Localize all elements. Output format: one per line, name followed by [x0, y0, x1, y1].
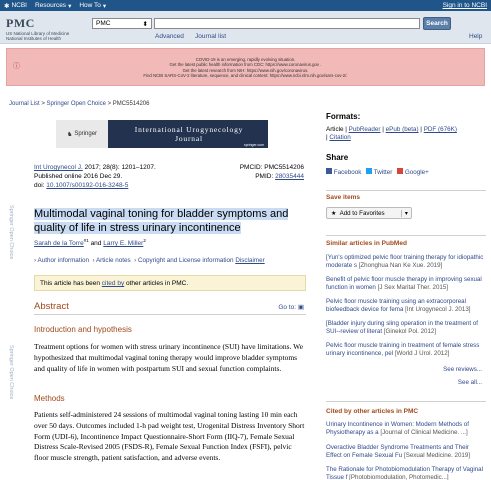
- disclaimer-link[interactable]: Disclaimer: [235, 257, 265, 264]
- format-pubreader[interactable]: PubReader: [348, 126, 381, 133]
- author-separator: and: [88, 240, 104, 248]
- chevron-down-icon: ▣: [297, 304, 304, 311]
- goto-label: Go to:: [278, 304, 297, 311]
- cited-article-meta: [Journal of Clinical Medicine. ...]: [380, 428, 468, 436]
- facebook-icon: [326, 168, 332, 174]
- covid-line: Find NCBI SARS-CoV-2 literature, sequence, and clinical content: https://www.ncbi.nlm.nih.gov/sars-cov-2/.: [143, 72, 348, 78]
- pmcid-label: PMCID: PMC5514206: [239, 164, 304, 171]
- pmid-link[interactable]: 28035444: [275, 173, 304, 180]
- article-title-text: Multimodal vaginal toning for bladder symptoms and quality of life in stress urinary incontinence: [34, 208, 289, 234]
- ncbi-top-bar: [0, 0, 491, 11]
- publisher-name: Springer: [74, 131, 98, 137]
- help-link[interactable]: Help: [469, 33, 483, 40]
- cited-article-meta: [Sexual Medicine. 2019]: [403, 451, 471, 459]
- similar-article-item[interactable]: [326, 254, 486, 269]
- cited-article-title[interactable]: The Rationale for Photobiomodulation Therapy of Vaginal Tissue f: [326, 466, 483, 480]
- covid-line: COVID-19 is an emerging, rapidly evolving situation.: [195, 57, 296, 62]
- cited-notice-text: other articles in PMC.: [124, 280, 189, 287]
- pmc-ids: [234, 163, 304, 181]
- pmc-logo[interactable]: [6, 16, 86, 41]
- format-article[interactable]: Article: [326, 126, 344, 133]
- divider: [326, 235, 486, 236]
- format-epub[interactable]: ePub (beta): [385, 126, 419, 133]
- ncbi-label: NCBI: [11, 2, 27, 9]
- chevron-right-icon: ›: [34, 257, 37, 264]
- journal-banner[interactable]: [56, 120, 268, 148]
- copyright-link[interactable]: Copyright and License information: [138, 257, 234, 264]
- covid-line: Get the latest research from NIH: https://www.nih.gov/coronavirus.: [182, 67, 309, 73]
- twitter-link[interactable]: Twitter: [373, 169, 393, 176]
- facebook-link[interactable]: Facebook: [333, 169, 362, 176]
- see-all-link[interactable]: [458, 379, 482, 386]
- similar-article-title[interactable]: Pelvic floor muscle training in treatment of female stress urinary incontinence, pel: [326, 342, 480, 357]
- add-favorites-button[interactable]: [326, 207, 412, 219]
- similar-article-item[interactable]: [326, 298, 486, 313]
- similar-article-meta: [Zhonghua Nan Ke Xue. 2019]: [358, 261, 443, 269]
- similar-article-title[interactable]: [Bladder injury during sling operation in the treatment of SUI--review of literat: [326, 320, 479, 335]
- format-citation[interactable]: Citation: [329, 134, 351, 141]
- cited-article-item[interactable]: [326, 466, 486, 480]
- author-list: [34, 238, 146, 247]
- cited-article-item[interactable]: [326, 444, 486, 459]
- chevron-right-icon: ›: [132, 257, 137, 264]
- see-reviews-label[interactable]: See reviews...: [443, 366, 482, 373]
- cited-article-title[interactable]: Urinary Incontinence in Women: Modern Methods of Physiotherapy as a: [326, 421, 469, 436]
- pmid-prefix: PMID:: [255, 173, 276, 180]
- chevron-down-icon: ▾: [102, 2, 107, 10]
- springer-horse-icon: ♞: [66, 131, 73, 138]
- covid-line: Get the latest public health information from CDC: https://www.coronavirus.gov .: [169, 62, 322, 68]
- howto-label: How To: [79, 2, 101, 9]
- cited-by-link[interactable]: cited by: [101, 280, 125, 287]
- similar-article-item[interactable]: [326, 320, 486, 335]
- similar-article-meta: [Int Urogynecol J. 2013]: [405, 305, 471, 313]
- resources-label: Resources: [34, 2, 67, 9]
- cited-article-title[interactable]: Overactive Bladder Syndrome Treatments and Their Effect on Female Sexual Fu: [326, 444, 469, 459]
- cited-by-notice: [34, 275, 306, 291]
- similar-article-title[interactable]: Pelvic floor muscle training using an extracorporeal biofeedback device for fema: [326, 298, 466, 313]
- formats-heading: Formats:: [326, 112, 361, 121]
- doi-prefix: doi:: [34, 182, 47, 189]
- similar-article-meta: [J Sex Marital Ther. 2015]: [377, 283, 448, 291]
- save-items-title: Save items: [326, 194, 360, 201]
- goto-menu[interactable]: [278, 303, 304, 311]
- cited-by-title: Cited by other articles in PMC: [326, 408, 419, 415]
- side-label: Springer Open Choice: [8, 345, 14, 400]
- howto-menu[interactable]: [79, 2, 106, 10]
- database-select[interactable]: [92, 18, 152, 29]
- cited-article-meta: [Photobiomodulation, Photomedic...]: [349, 473, 449, 480]
- share-links: [326, 168, 429, 176]
- search-button[interactable]: Search: [423, 17, 451, 30]
- author-link[interactable]: Sarah de la Torre: [34, 240, 84, 248]
- divider: [326, 401, 486, 402]
- published-date: Published online 2016 Dec 29.: [34, 173, 123, 180]
- author-link[interactable]: Larry E. Miller: [103, 240, 144, 248]
- breadcrumb-separator: >: [107, 101, 112, 107]
- advanced-search-link[interactable]: Advanced: [155, 33, 184, 40]
- journal-list-link[interactable]: Journal list: [195, 33, 227, 40]
- author-sup: 2: [143, 238, 146, 243]
- database-select-value: PMC: [96, 20, 111, 27]
- springer-logo: [56, 120, 108, 148]
- add-favorites-label: Add to Favorites: [339, 209, 385, 217]
- similar-articles-title: Similar articles in PubMed: [326, 240, 407, 247]
- see-all-label[interactable]: See all...: [457, 379, 482, 386]
- chevron-down-icon: ▾: [68, 2, 72, 10]
- section-paragraph: Treatment options for women with stress urinary incontinence (SUI) have limitations. We hypothesized that multimodal vaginal toning therapy would improve bladder symptoms and quality of life in women with postpartum SUI and sexual function complaints.: [34, 342, 303, 373]
- resources-menu[interactable]: [35, 2, 71, 10]
- see-reviews-link[interactable]: [443, 366, 482, 373]
- chevron-down-icon: ⬍: [142, 20, 148, 28]
- pmc-header: [0, 11, 491, 44]
- abstract-heading-bar: [34, 301, 306, 315]
- cited-notice-text: This article has been: [40, 280, 102, 287]
- author-sup: #1: [83, 238, 89, 243]
- author-info-link[interactable]: Author information: [37, 257, 89, 264]
- breadcrumb-journal-list[interactable]: Journal List: [9, 101, 40, 107]
- chevron-down-icon: ▾: [401, 210, 411, 217]
- side-label: Springer Open Choice: [8, 205, 14, 260]
- cited-article-item[interactable]: [326, 421, 486, 436]
- alert-icon: ⓘ: [13, 63, 20, 70]
- breadcrumb-pmcid: PMC5514206: [112, 101, 150, 107]
- divider: [326, 190, 486, 191]
- journal-title-line: International Urogynecology: [134, 125, 244, 134]
- journal-url: springer.com: [243, 143, 264, 147]
- similar-article-title[interactable]: Benefit of pelvic floor muscle therapy in improving sexual function in women: [326, 276, 482, 291]
- citation-volume: 2017; 28(8): 1201–1207.: [82, 164, 156, 171]
- covid-banner: [6, 48, 485, 86]
- format-pdf[interactable]: PDF (676K): [423, 126, 457, 133]
- similar-article-meta: [Ginekol Pol. 2012]: [383, 327, 437, 335]
- article-aux-links: [34, 257, 265, 264]
- signin-link[interactable]: Sign in to NCBI: [442, 2, 487, 9]
- pmc-logo-text: PMC: [6, 16, 35, 30]
- ncbi-home-link[interactable]: [4, 2, 27, 10]
- ncbi-logo-icon: ✱: [4, 2, 10, 10]
- article-notes-link[interactable]: Article notes: [95, 257, 131, 264]
- journal-title-line: Journal: [175, 134, 203, 143]
- nih-label: National Institutes of Health: [6, 36, 62, 41]
- twitter-icon: [366, 168, 372, 174]
- journal-title: [114, 125, 264, 143]
- similar-article-item[interactable]: [326, 342, 486, 357]
- abstract-heading: Abstract: [34, 301, 69, 312]
- journal-link[interactable]: Int Urogynecol J.: [34, 164, 83, 171]
- star-icon: ★: [331, 209, 337, 217]
- formats-list: Article | PubReader | ePub (beta) | PDF (676K) | Citation: [326, 126, 457, 141]
- breadcrumb-separator: >: [41, 101, 45, 107]
- breadcrumb-springer[interactable]: Springer Open Choice: [46, 101, 106, 107]
- nlm-label: US National Library of Medicine: [6, 31, 70, 36]
- similar-article-item[interactable]: [326, 276, 486, 291]
- section-heading: Methods: [34, 394, 65, 403]
- section-heading: Introduction and hypothesis: [34, 325, 132, 334]
- similar-article-meta: [World J Urol. 2012]: [394, 349, 450, 357]
- section-paragraph: Patients self-administered 24 sessions of multimodal vaginal toning lasting 10 min each over 50 days. Outcomes included 1-h pad weight test, Urogenital Distress Inventory Short Form (UDI-6), Incontinence Impact Questionnaire-Short Form (IIQ-7), Female Sexual Distress Scale-Revised 2005 (FSDS-R), Female Sexual Function Index (FSFI), pelvic floor muscle strength, patient satisfaction, and adverse events.: [34, 410, 305, 463]
- doi-link[interactable]: 10.1007/s00192-016-3248-5: [46, 182, 129, 189]
- breadcrumb: [9, 101, 149, 107]
- chevron-right-icon: ›: [90, 257, 95, 264]
- googleplus-link[interactable]: Google+: [404, 169, 429, 176]
- share-heading: Share: [326, 153, 349, 162]
- article-title: [34, 207, 306, 235]
- similar-article-title[interactable]: [Yun's optimized pelvic floor training therapy for idiopathic moderate s: [326, 254, 484, 269]
- googleplus-icon: [397, 168, 403, 174]
- search-input[interactable]: [154, 18, 420, 29]
